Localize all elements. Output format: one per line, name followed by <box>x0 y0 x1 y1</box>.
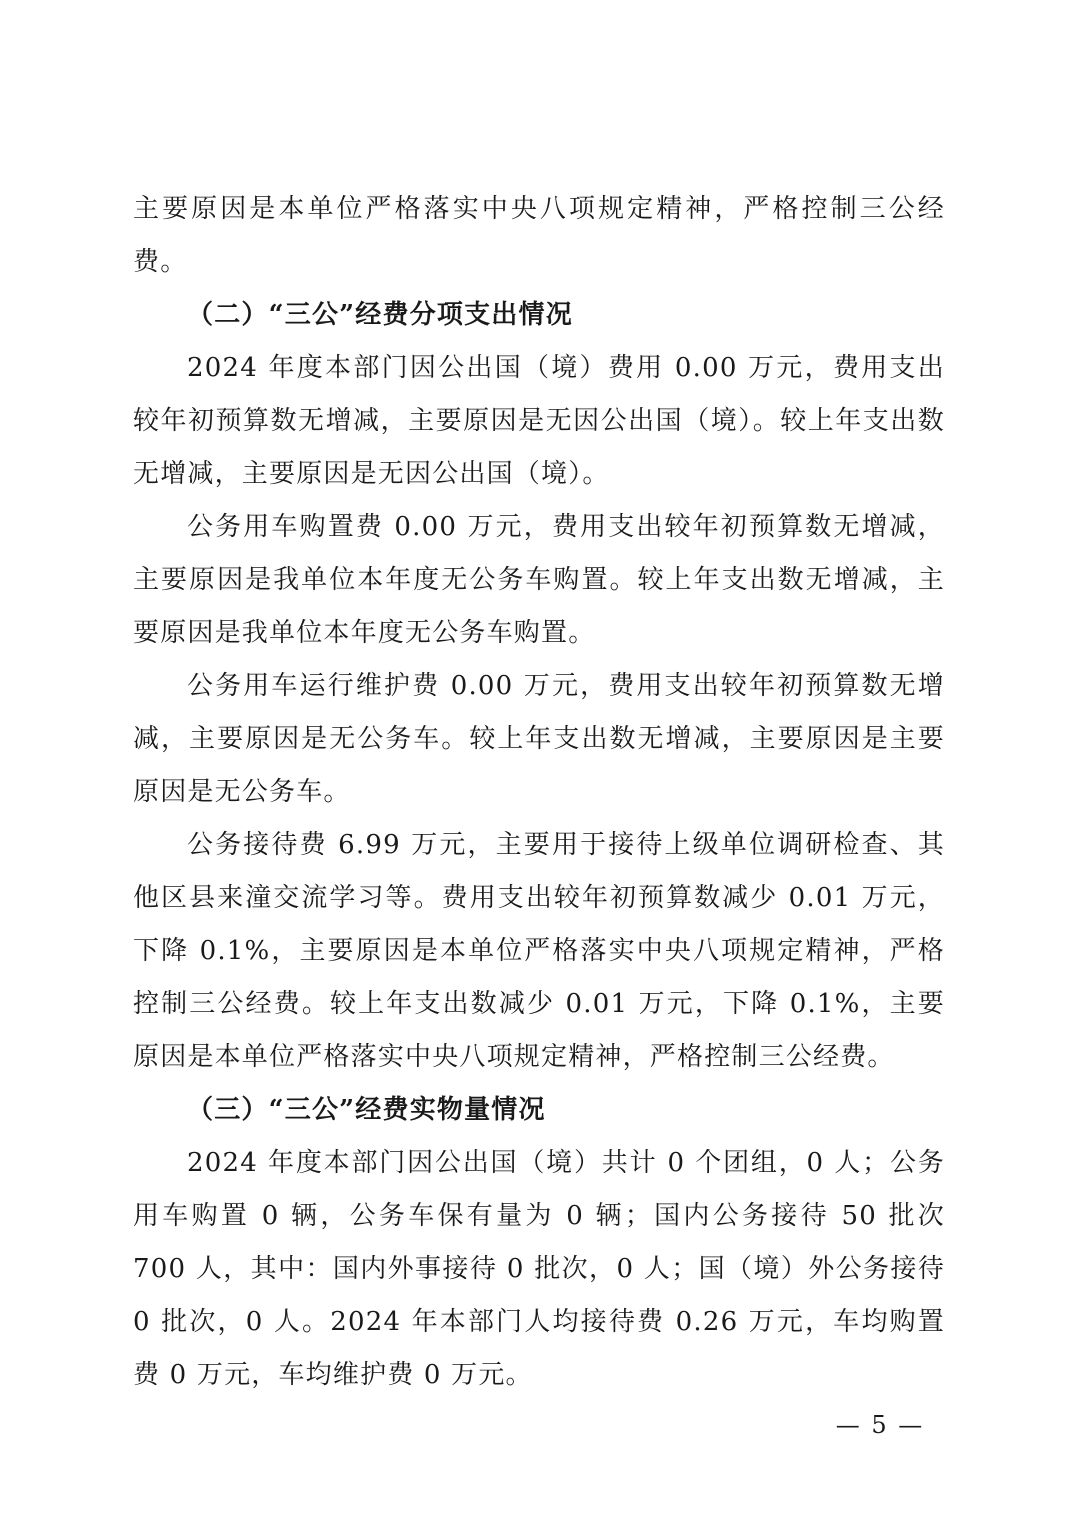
paragraph-vehicle-purchase: 公务用车购置费 0.00 万元，费用支出较年初预算数无增减，主要原因是我单位本年度无公务车购置。较上年支出数无增减，主要原因是我单位本年度无公务车购置。 <box>133 512 945 648</box>
paragraph-overseas-travel: 2024 年度本部门因公出国（境）费用 0.00 万元，费用支出较年初预算数无增减，主要原因是无因公出国（境）。较上年支出数无增减，主要原因是无因公出国（境）。 <box>133 353 945 489</box>
paragraph-reception: 公务接待费 6.99 万元，主要用于接待上级单位调研检查、其他区县来潼交流学习等。费用支出较年初预算数减少 0.01 万元，下降 0.1%，主要原因是本单位严格落实中央八项规定精神，严格控制三公经费。较上年支出数减少 0.01 万元，下降 0.1%，主要原因是本单位严格落实中央八项规定精神，严格控制三公经费。 <box>133 830 945 1072</box>
section-heading-3: （三）“三公”经费实物量情况 <box>187 1095 546 1125</box>
paragraph-physical-quantity: 2024 年度本部门因公出国（境）共计 0 个团组，0 人；公务用车购置 0 辆，公务车保有量为 0 辆；国内公务接待 50 批次 700 人，其中：国内外事接待 0 批次，0 人；国（境）外公务接待 0 批次，0 人。2024 年本部门人均接待费 0.26 万元，车均购置费 0 万元，车均维护费 0 万元。 <box>133 1148 945 1390</box>
paragraph-vehicle-maintenance: 公务用车运行维护费 0.00 万元，费用支出较年初预算数无增减，主要原因是无公务车。较上年支出数无增减，主要原因是主要原因是无公务车。 <box>133 671 945 807</box>
document-body <box>133 183 945 1402</box>
page-number: — 5 — <box>835 1411 925 1439</box>
paragraph-continuation: 主要原因是本单位严格落实中央八项规定精神，严格控制三公经费。 <box>133 194 945 277</box>
section-heading-2: （二）“三公”经费分项支出情况 <box>187 300 573 330</box>
